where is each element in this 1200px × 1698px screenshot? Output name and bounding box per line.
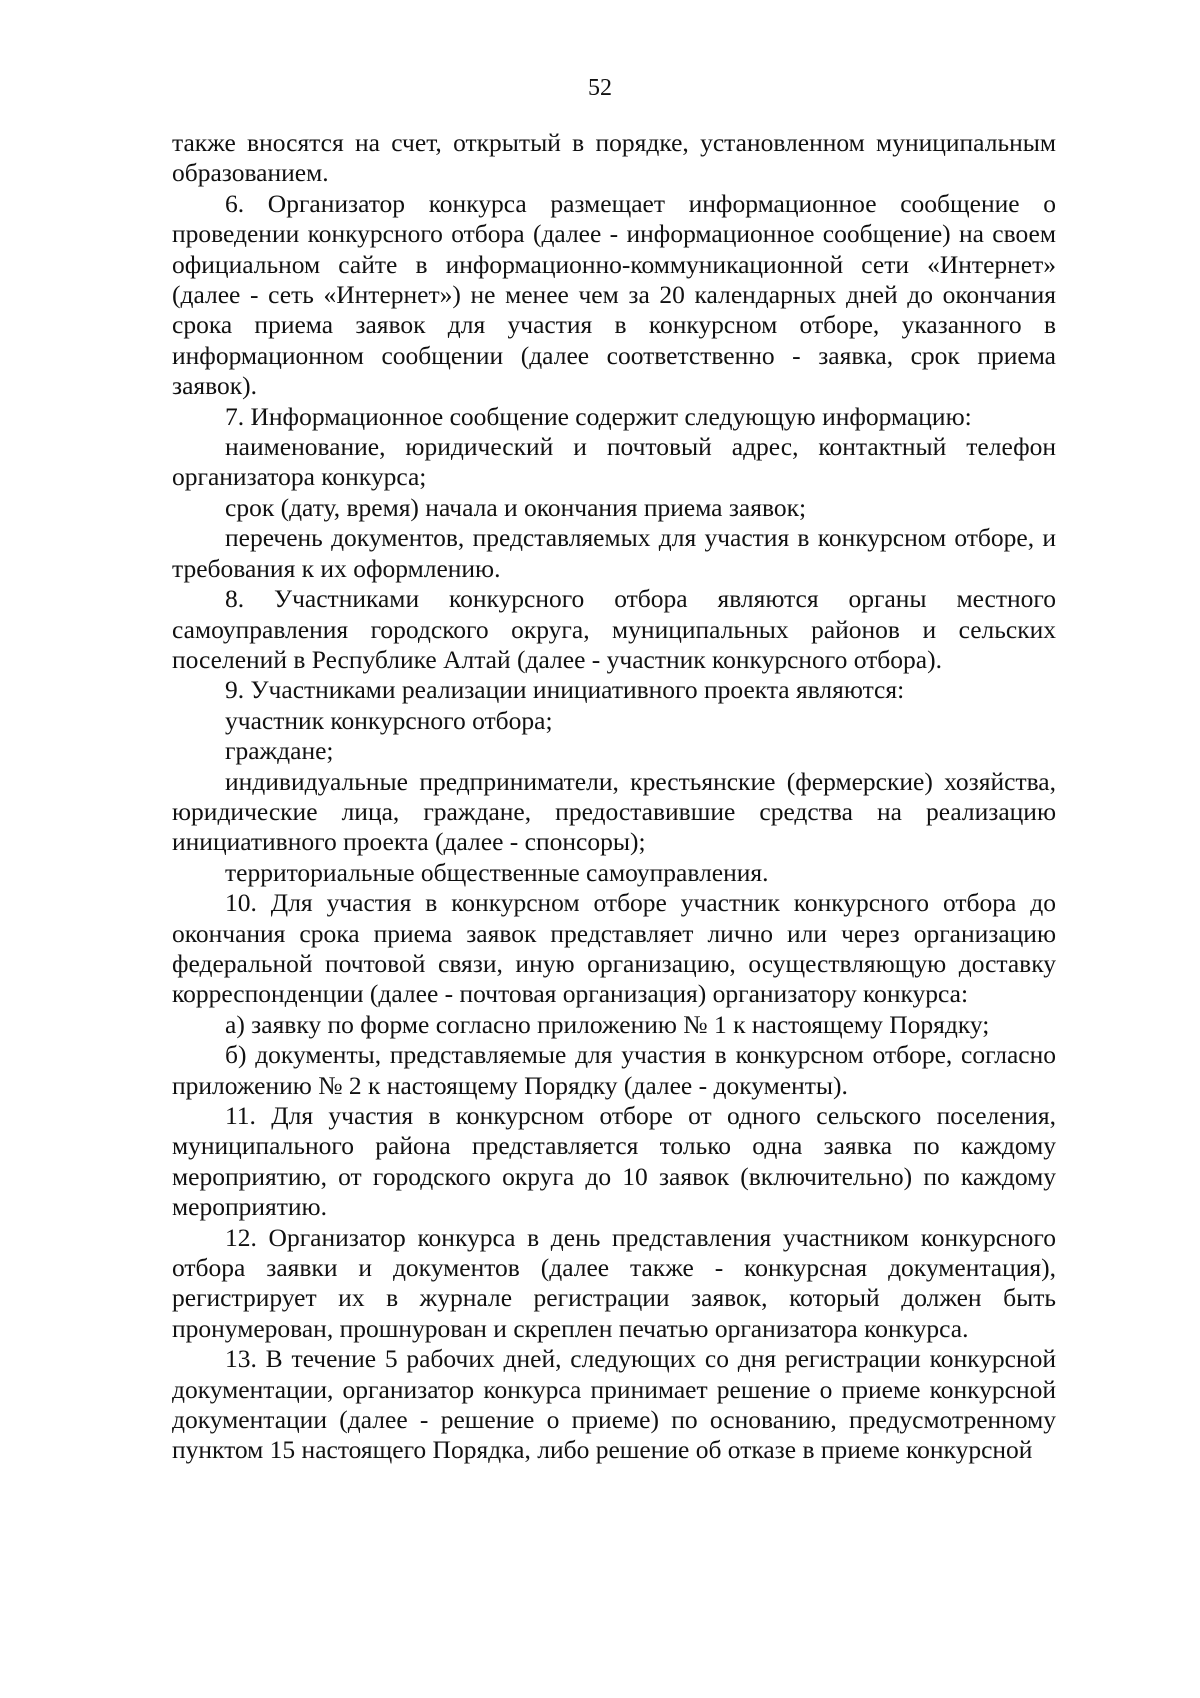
paragraph-item-9-line-3: индивидуальные предприниматели, крестьянские (фермерские) хозяйства, юридические лица, граждане, предоставившие средства на реализацию инициативного проекта (далее - спонсоры); — [172, 766, 1056, 857]
paragraph-item-11: 11. Для участия в конкурсном отборе от одного сельского поселения, муниципального района представляется только одна заявка по каждому мероприятию, от городского округа до 10 заявок (включительно) по каждому мероприятию. — [172, 1101, 1056, 1222]
paragraph-item-9-line-1: участник конкурсного отбора; — [225, 705, 553, 735]
paragraph-item-7: 7. Информационное сообщение содержит следующую информацию: — [225, 401, 972, 431]
paragraph-item-9-line-4: территориальные общественные самоуправления. — [225, 857, 769, 887]
paragraph-item-7-line-3: перечень документов, представляемых для участия в конкурсном отборе, и требования к их оформлению. — [172, 523, 1056, 583]
paragraph-item-10-b: б) документы, представляемые для участия в конкурсном отборе, согласно приложению № 2 к настоящему Порядку (далее - документы). — [172, 1040, 1056, 1100]
paragraph-item-9: 9. Участниками реализации инициативного проекта являются: — [225, 675, 905, 705]
page-number: 52 — [588, 75, 612, 101]
paragraph-item-10: 10. Для участия в конкурсном отборе участник конкурсного отбора до окончания срока приема заявок представляет лично или через организацию федеральной почтовой связи, иную организацию, осуществляющую доставку корреспонденции (далее - почтовая организация) организатору конкурса: — [172, 888, 1056, 1009]
document-body — [172, 128, 1056, 1466]
paragraph-continuation: также вносятся на счет, открытый в порядке, установленном муниципальным образованием. — [172, 128, 1056, 188]
paragraph-item-9-line-2: граждане; — [225, 736, 334, 766]
paragraph-item-7-line-2: срок (дату, время) начала и окончания приема заявок; — [225, 492, 807, 522]
paragraph-item-10-a: а) заявку по форме согласно приложению № 1 к настоящему Порядку; — [225, 1009, 990, 1039]
paragraph-item-8: 8. Участниками конкурсного отбора являются органы местного самоуправления городского округа, муниципальных районов и сельских поселений в Республике Алтай (далее - участник конкурсного отбора). — [172, 584, 1056, 674]
paragraph-item-7-line-1: наименование, юридический и почтовый адрес, контактный телефон организатора конкурса; — [172, 432, 1056, 492]
paragraph-item-6: 6. Организатор конкурса размещает информационное сообщение о проведении конкурсного отбора (далее - информационное сообщение) на своем официальном сайте в информационно-коммуникационной сети «Интернет» (далее - сеть «Интернет») не менее чем за 20 календарных дней до окончания срока приема заявок для участия в конкурсном отборе, указанного в информационном сообщении (далее соответственно - заявка, срок приема заявок). — [172, 188, 1056, 401]
paragraph-item-13: 13. В течение 5 рабочих дней, следующих со дня регистрации конкурсной документации, организатор конкурса принимает решение о приеме конкурсной документации (далее - решение о приеме) по основанию, предусмотренному пунктом 15 настоящего Порядка, либо решение об отказе в приеме конкурсной — [172, 1344, 1056, 1465]
paragraph-item-12: 12. Организатор конкурса в день представления участником конкурсного отбора заявки и документов (далее также - конкурсная документация), регистрирует их в журнале регистрации заявок, который должен быть пронумерован, прошнурован и скреплен печатью организатора конкурса. — [172, 1222, 1056, 1343]
